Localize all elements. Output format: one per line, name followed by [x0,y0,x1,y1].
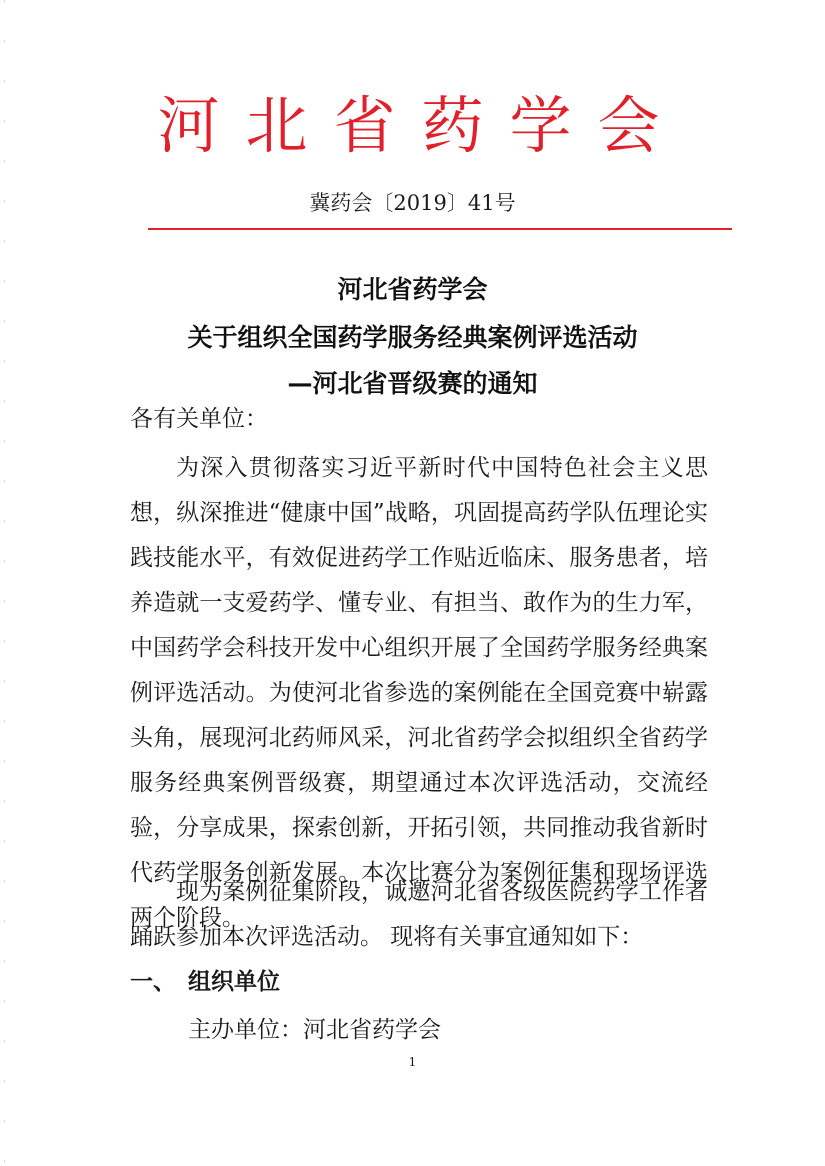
title-line-1: 河北省药学会 [337,275,488,304]
document-number: 冀药会〔2019〕41号 [309,191,516,215]
section-heading-organizers [130,964,280,1000]
salutation: 各有关单位： [130,406,268,432]
title-line-3: —河北省晋级赛的通知 [287,369,538,398]
section-heading-text: 组织单位 [188,969,280,995]
section-number: 一、 [130,969,176,995]
body-paragraph-2: 现为案例征集阶段，诚邀河北省各级医院药学工作者踊跃参加本次评选活动。 现将有关事宜通知如下： [130,879,708,950]
masthead-title: 河北省药学会 [157,89,686,162]
organizer-line: 主办单位：河北省药学会 [188,1017,441,1043]
body-paragraph-1: 为深入贯彻落实习近平新时代中国特色社会主义思想，纵深推进“健康中国”战略，巩固提高药学队伍理论实践技能水平，有效促进药学工作贴近临床、服务患者，培养造就一支爱药学、懂专业、有担当、敢作为的生力军，中国药学会科技开发中心组织开展了全国药学服务经典案例评选活动。为使河北省参选的案例能在全国竞赛中崭露头角，展现河北药师风采，河北省药学会拟组织全省药学服务经典案例晋级赛，期望通过本次评选活动，交流经验，分享成果，探索创新，开拓引领，共同推动我省新时代药学服务创新发展。本次比赛分为案例征集和现场评选两个阶段。 [130,455,708,931]
title-line-2: 关于组织全国药学服务经典案例评选活动 [187,323,638,352]
page-number: 1 [408,1055,417,1069]
red-divider-line [148,228,732,230]
scan-edge-artifact [4,0,5,1166]
